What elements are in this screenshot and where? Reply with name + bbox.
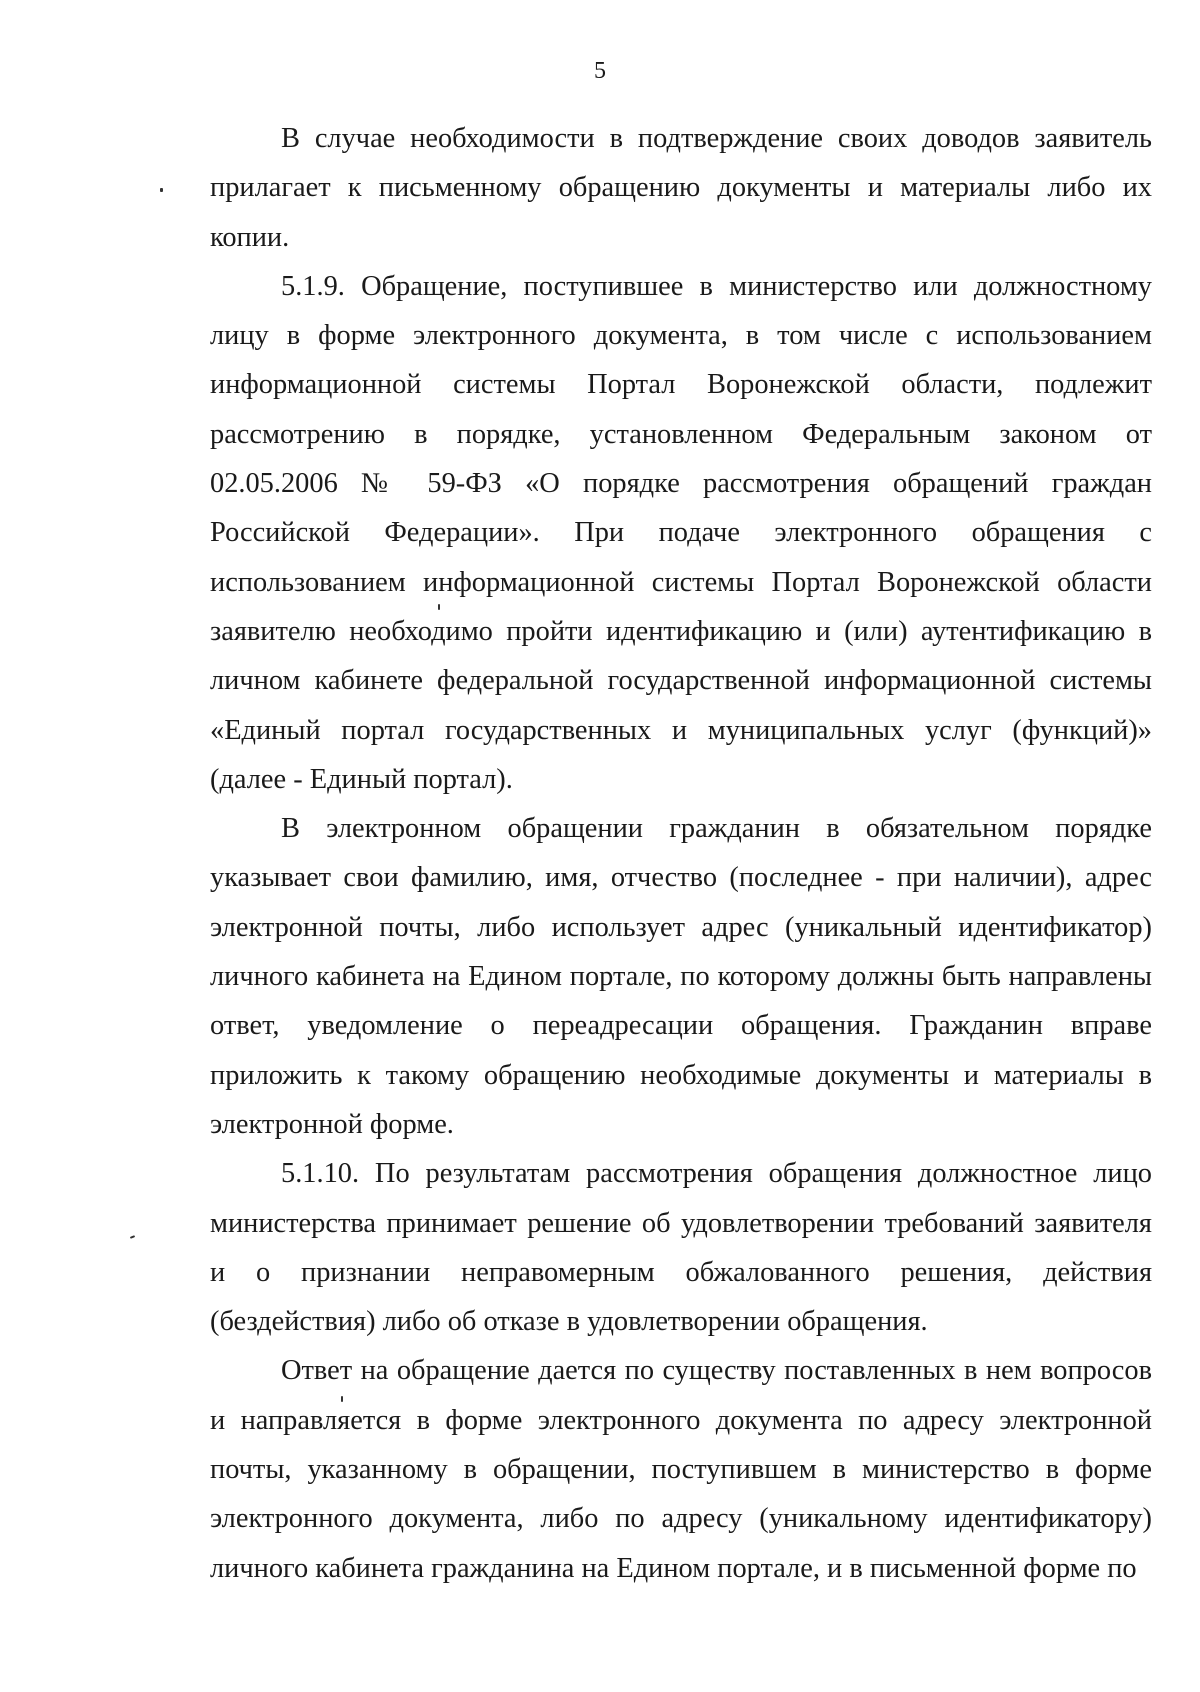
paragraph-electronic-appeal: В электронном обращении гражданин в обязательном порядке указывает свои фамилию, имя, отчество (последнее - при наличии), адрес электронной почты, либо использует адрес (уникальный идентификатор) личного кабинета на Едином портале, по которому должны быть направлены ответ, уведомление о переадресации обращения. Гражданин вправе приложить к такому обращению необходимые документы и материалы в электронной форме. (210, 813, 1152, 1140)
paragraph-5-1-9: 5.1.9. Обращение, поступившее в министерство или должностному лицу в форме электронного документа, в том числе с использованием информационной системы Портал Воронежской области, подлежит рассмотрению в порядке, установленном Федеральным законом от 02.05.2006 № 59-ФЗ «О порядке рассмотрения обращений граждан Российской Федерации». При подаче электронного обращения с использованием информационной системы Портал Воронежской области заявителю необходимо пройти идентификацию и (или) аутентификацию в личном кабинете федеральной государственной информационной системы «Единый портал государственных и муниципальных услуг (функций)» (далее - Единый портал). (210, 270, 1152, 795)
scan-speck (438, 604, 440, 610)
paragraph-5-1-10: 5.1.10. По результатам рассмотрения обращения должностное лицо министерства принимает решение об удовлетворении требований заявителя и о признании неправомерным обжалованного решения, действия (бездействия) либо об отказе в удовлетворении обращения. (210, 1158, 1152, 1338)
scan-speck (341, 1396, 343, 1402)
page-number: 5 (594, 58, 606, 84)
document-body (210, 114, 1152, 1593)
paragraph-response: Ответ на обращение дается по существу поставленных в нем вопросов и направляется в форме электронного документа по адресу электронной почты, указанному в обращении, поступившем в министерство в форме электронного документа, либо по адресу (уникальному идентификатору) личного кабинета гражданина на Едином портале, и в письменной форме по (210, 1355, 1152, 1584)
paragraph-attachments: В случае необходимости в подтверждение своих доводов заявитель прилагает к письменному обращению документы и материалы либо их копии. (210, 123, 1152, 253)
scan-speck (130, 1235, 135, 1239)
scan-speck (160, 188, 163, 192)
